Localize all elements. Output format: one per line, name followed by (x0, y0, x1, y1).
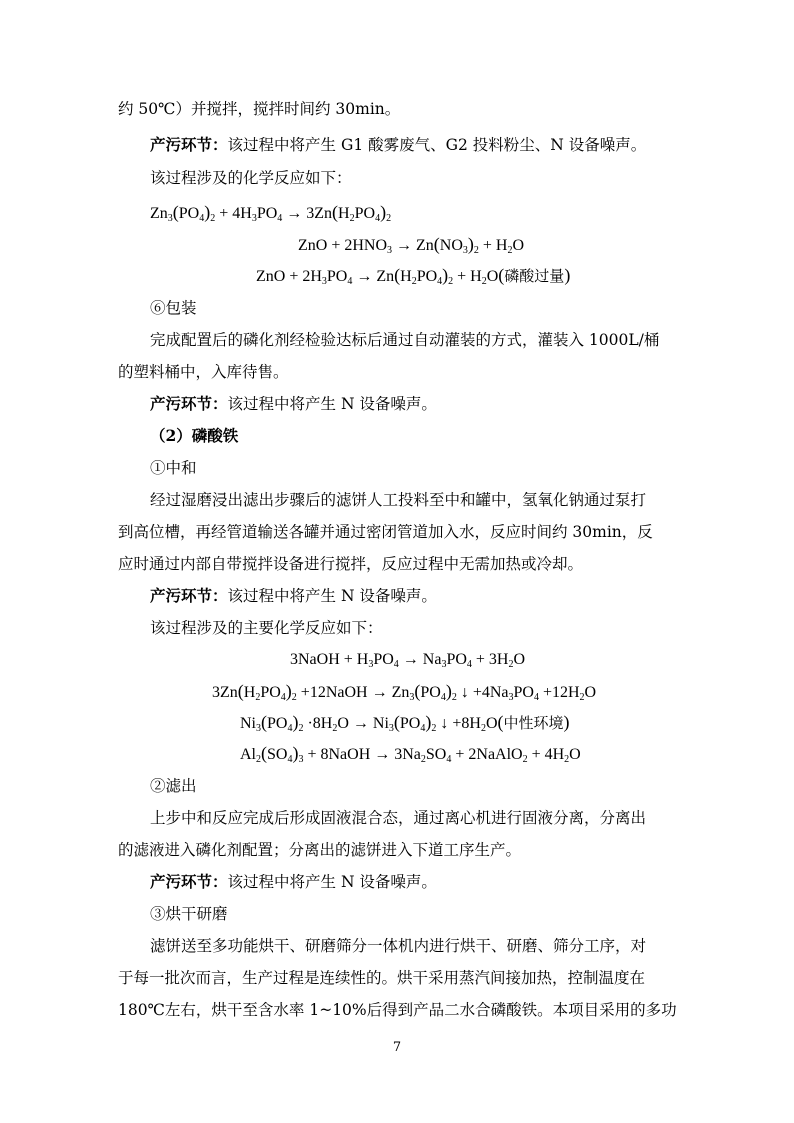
paragraph-line: 于每一批次而言，生产过程是连续性的。烘干采用蒸汽间接加热，控制温度在 (118, 969, 646, 987)
chemical-equation: $Ni_3(PO_4)_2 \cdot 8H_2O \to Ni_3(PO_4)_2$ ↓ $+8H_2O$(中性环境) (240, 712, 570, 734)
section-title: （2）磷酸铁 (150, 426, 239, 445)
pollution-note (150, 394, 710, 414)
pollution-label: 产污环节： (150, 135, 228, 154)
paragraph-line: 约 50℃）并搅拌，搅拌时间约 30min。 (118, 100, 401, 118)
pollution-text: 该过程中将产生 N 设备噪声。 (227, 395, 437, 413)
paragraph-line: 应时通过内部自带搅拌设备进行搅拌，反应过程中无需加热或冷却。 (118, 555, 584, 573)
pollution-note (150, 135, 710, 155)
pollution-text: 该过程中将产生 N 设备噪声。 (227, 587, 437, 605)
chemical-equation: ZnO + $2HNO_3 \to Zn(NO_3)_2 + H_2O$ (298, 234, 525, 256)
chemical-equation: 3NaOH + $H_3PO_4 \to Na_3PO_4 + 3H_2O$ (290, 651, 526, 670)
paragraph-line: 该过程涉及的化学反应如下： (150, 169, 352, 187)
page-number: 7 (392, 1040, 402, 1055)
equation-condition: 磷酸过量 (504, 267, 565, 285)
chemical-equation: $Zn_3(PO_4)_2 + 4H_3PO_4 \to 3Zn(H_2PO_4)_2$ (150, 202, 392, 224)
section-heading: ①中和 (150, 459, 197, 477)
paragraph-line: 完成配置后的磷化剂经检验达标后通过自动灌装的方式，灌装入 1000L/桶 (150, 331, 660, 349)
paragraph-line: 该过程涉及的主要化学反应如下： (150, 619, 383, 637)
chemical-equation: $Al_2(SO_4)_3$ + 8NaOH → $3Na_2SO_4$ + 2NaAlO$_2$ + $4H_2O$ (240, 743, 581, 765)
pollution-text: 该过程中将产生 G1 酸雾废气、G2 投料粉尘、N 设备噪声。 (227, 136, 647, 154)
paragraph-line: 滤饼送至多功能烘干、研磨筛分一体机内进行烘干、研磨、筛分工序，对 (150, 937, 647, 955)
chemical-equation: ZnO + $2H_3PO_4 \to Zn(H_2PO_4)_2 + H_2O$(磷酸过量) (256, 265, 571, 287)
section-heading: ⑥包装 (150, 299, 197, 317)
equation-condition: 中性环境 (503, 714, 564, 732)
pollution-text: 该过程中将产生 N 设备噪声。 (227, 873, 437, 891)
paragraph-line: 上步中和反应完成后形成固液混合态，通过离心机进行固液分离，分离出 (150, 809, 647, 827)
pollution-label: 产污环节： (150, 394, 228, 413)
pollution-note (150, 872, 710, 892)
paragraph-line: 的滤液进入磷化剂配置；分离出的滤饼进入下道工序生产。 (118, 841, 522, 859)
section-heading: ③烘干研磨 (150, 905, 228, 923)
pollution-label: 产污环节： (150, 872, 228, 891)
chemical-equation: $3Zn(H_2PO_4)_2$ +12NaOH → $Zn_3(PO_4)_2$ ↓ $+4Na_3PO_4 +12H_2O$ (212, 681, 597, 703)
pollution-note (150, 586, 710, 606)
paragraph-line: 的塑料桶中，入库待售。 (118, 363, 289, 381)
paragraph-line: 到高位槽，再经管道输送各罐并通过密闭管道加入水，反应时间约 30min，反 (118, 523, 653, 541)
section-heading: ②滤出 (150, 777, 197, 795)
pollution-label: 产污环节： (150, 586, 228, 605)
paragraph-line: 经过湿磨浸出滤出步骤后的滤饼人工投料至中和罐中，氢氧化钠通过泵打 (150, 491, 647, 509)
paragraph-line: 180℃左右，烘干至含水率 1~10%后得到产品二水合磷酸铁。本项目采用的多功 (118, 1001, 677, 1019)
